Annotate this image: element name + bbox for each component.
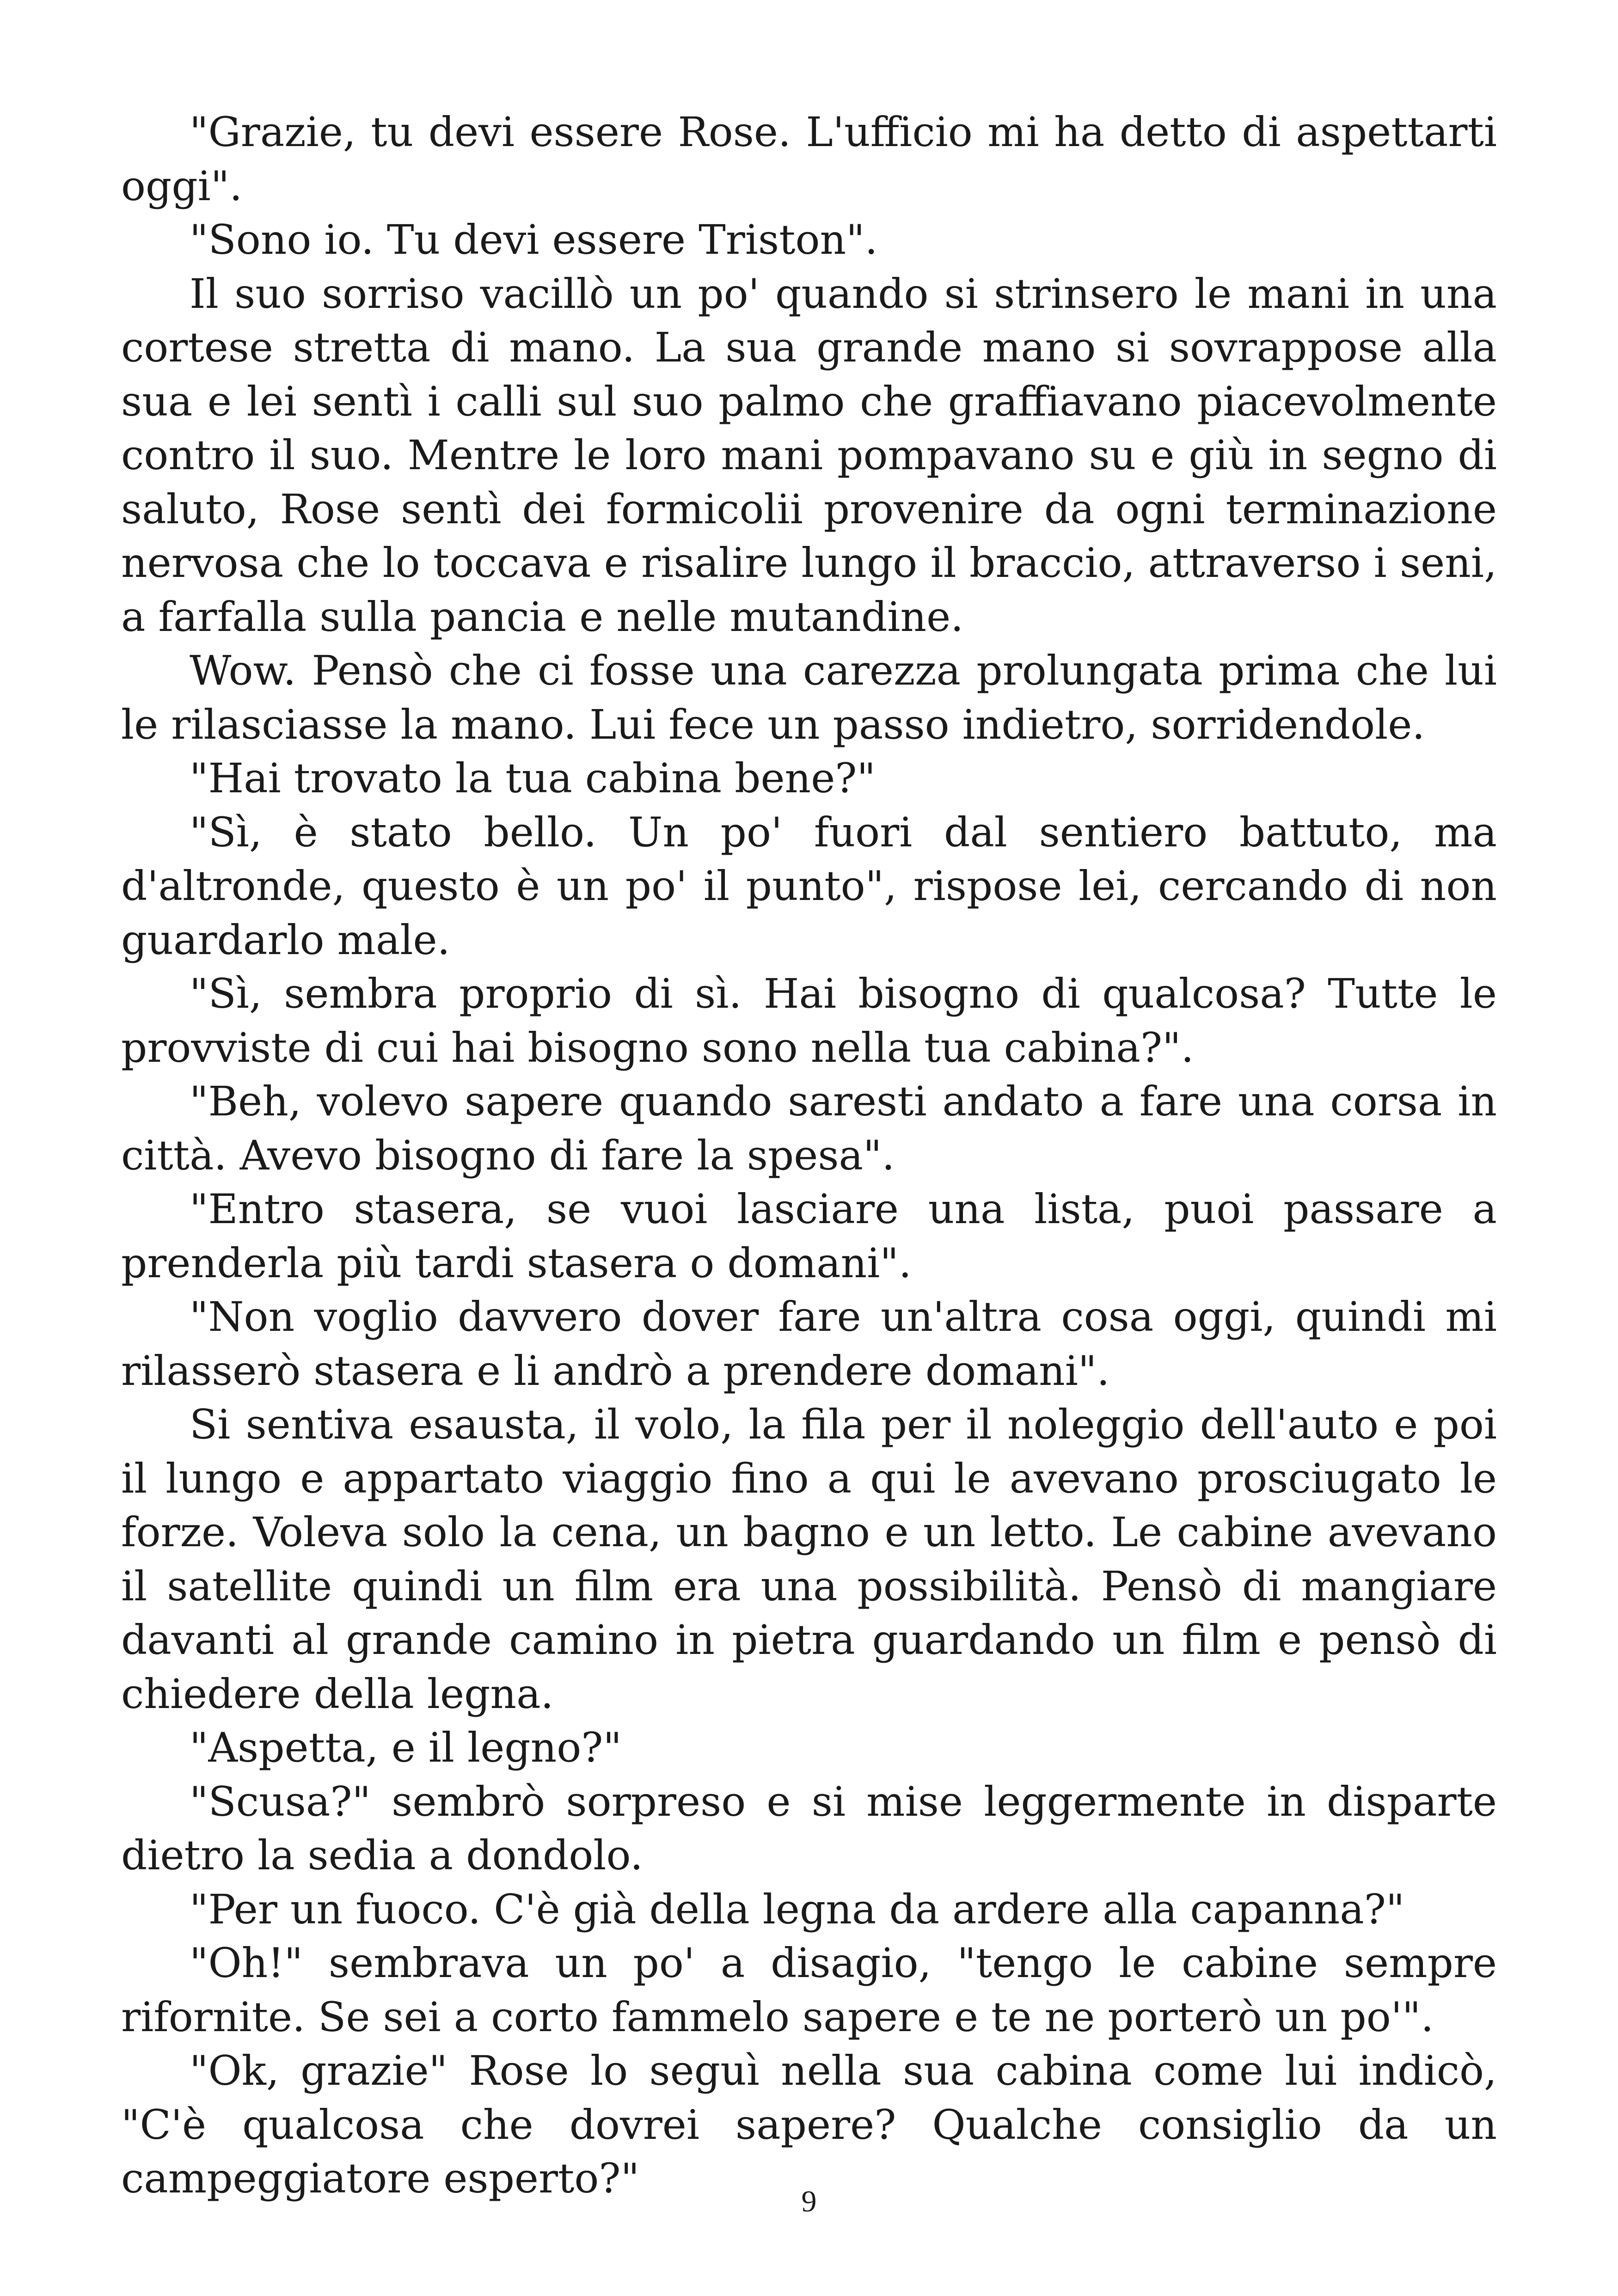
- paragraph: "Non voglio davvero dover fare un'altra cosa oggi, quindi mi rilasserò stasera e li andrò a prendere domani".: [121, 1293, 1497, 1395]
- paragraph: "Sì, sembra proprio di sì. Hai bisogno di qualcosa? Tutte le provviste di cui hai bisogno sono nella tua cabina?".: [121, 970, 1497, 1071]
- paragraph: "Per un fuoco. C'è già della legna da ardere alla capanna?": [190, 1885, 1405, 1933]
- paragraph: "Grazie, tu devi essere Rose. L'ufficio mi ha detto di aspettarti oggi".: [121, 108, 1497, 210]
- paragraph: Il suo sorriso vacillò un po' quando si strinsero le mani in una cortese stretta di mano. La sua grande mano si sovrappose alla sua e lei sentì i calli sul suo palmo che graffiavano piacevolmente contro il suo. Mentre le loro mani pompavano su e giù in segno di saluto, Rose sentì dei formicolii provenire da ogni terminazione nervosa che lo toccava e risalire lungo il braccio, attraverso i seni, a farfalla sulla pancia e nelle mutandine.: [121, 269, 1497, 641]
- paragraph: "Beh, volevo sapere quando saresti andato a fare una corsa in città. Avevo bisogno di fare la spesa".: [121, 1078, 1497, 1179]
- paragraph: Wow. Pensò che ci fosse una carezza prolungata prima che lui le rilasciasse la mano. Lui fece un passo indietro, sorridendole.: [121, 647, 1497, 748]
- paragraph: "Aspetta, e il legno?": [190, 1724, 622, 1771]
- paragraph: "Oh!" sembrava un po' a disagio, "tengo le cabine sempre rifornite. Se sei a corto fammelo sapere e te ne porterò un po'".: [121, 1939, 1497, 2041]
- body-text: [121, 105, 1497, 2206]
- page-number: 9: [801, 2185, 817, 2218]
- paragraph: "Scusa?" sembrò sorpreso e si mise leggermente in disparte dietro la sedia a dondolo.: [121, 1777, 1497, 1879]
- paragraph: Si sentiva esausta, il volo, la fila per il noleggio dell'auto e poi il lungo e appartato viaggio fino a qui le avevano prosciugato le forze. Voleva solo la cena, un bagno e un letto. Le cabine avevano il satellite quindi un film era una possibilità. Pensò di mangiare davanti al grande camino in pietra guardando un film e pensò di chiedere della legna.: [121, 1401, 1497, 1718]
- paragraph: "Entro stasera, se vuoi lasciare una lista, puoi passare a prenderla più tardi stasera o domani".: [121, 1185, 1497, 1287]
- paragraph: "Ok, grazie" Rose lo seguì nella sua cabina come lui indicò, "C'è qualcosa che dovrei sapere? Qualche consiglio da un campeggiatore esperto?": [121, 2047, 1497, 2202]
- paragraph: "Sì, è stato bello. Un po' fuori dal sentiero battuto, ma d'altronde, questo è un po' il punto", rispose lei, cercando di non guardarlo male.: [121, 808, 1497, 964]
- paragraph: "Hai trovato la tua cabina bene?": [190, 754, 876, 802]
- paragraph: "Sono io. Tu devi essere Triston".: [190, 216, 878, 263]
